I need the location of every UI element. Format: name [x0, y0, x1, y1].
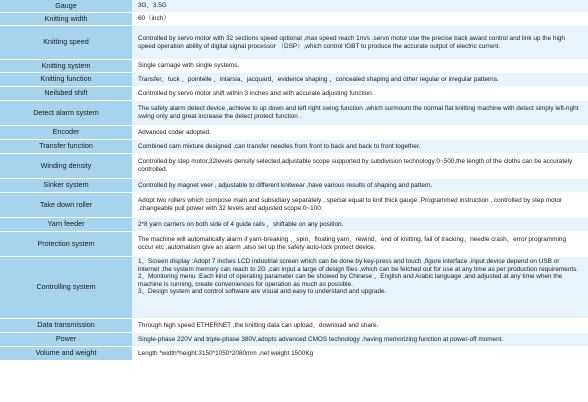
row-value-sinker-system: Controlled by magnet veer , adjustable to different knitwear ,have various results of shaping and pattern.	[132, 179, 588, 192]
row-value-neilsbed-shift: Controlled by servo motor shift within 3 inches and with accurate adjusting function.	[132, 87, 588, 100]
row-value-knitting-system: Single carriage with single systems.	[132, 60, 588, 72]
item-number: 1、	[138, 258, 148, 265]
row-value-transfer-function: Combined cam mixture designed ,can transfer needles from front to back and back to front together.	[132, 140, 588, 153]
item-number: 2、	[138, 273, 148, 281]
item-text: Design system and control software are visual and easy to understand and upgrade.	[147, 288, 387, 296]
row-value-winding-density: Controlled by step motor,32levels density selected,adjustable scope supported by subdivision technology:0~500,the length of the cloths can be accurately controlled.	[132, 154, 588, 178]
row-label-neilsbed-shift: Neilsbed shift	[0, 87, 132, 100]
row-value-power: Single-phase 220V and triple-phase 380V,adopts advanced CMOS technology ,having memorizing function at power-off moment.	[132, 333, 588, 346]
row-label-knitting-width: Knitting width	[0, 13, 132, 25]
row-label-knitting-system: Knitting system	[0, 60, 132, 72]
row-label-sinker-system: Sinker system	[0, 179, 132, 192]
item-text: Screen display :Adopt 7 inches LCD industrial screen which can be done by key-press and touch ,figure interface ,input device depend on USB or internet ,the system memory can reach to 2G ,can input a large of design files ,which can be fetched out for use at any time as per production requirements.	[138, 258, 579, 273]
row-value-volume-and-weight: Length *width*height:3150*1050*2080mm ,net weight 1500Kg	[132, 347, 588, 360]
controlling-item-2	[138, 273, 582, 288]
controlling-item-3	[138, 288, 582, 296]
row-value-protection-system: The machine will automatically alarm if yarn-breaking 、spin、floating yarn、rewind、end of knitting, fail of tracking、needle crash、error programming occur etc ,automatism give an alarm ,also set up the safety auto-lock protect device.	[132, 232, 588, 256]
item-text: Monitoring menu :Each kind of operating parameter can be showed by Chinese 、English and Arabic language ,and adjusted at any time when the machine is running, create conveniences for operation as much as possible.	[138, 273, 563, 288]
row-value-take-down-roller: Adopt two rollers which compose main and subsidiary separately , special equal to knit thick gauge .Programmed instruction , controlled by step motor ,changeable pull power with 32 levels and adjusted scope:0~100.	[132, 193, 588, 217]
item-number: 3、	[138, 288, 148, 296]
row-value-knitting-width: 60（inch）	[132, 13, 588, 25]
row-value-controlling-system	[132, 257, 588, 318]
row-value-detect-alarm-system: The safety alarm detect device ,achieve to up down and left right swing function ,which surmount the normal flat knitting machine with detect simpiy left-right swing only and great increase the detect protect function .	[132, 101, 588, 125]
row-label-winding-density: Winding density	[0, 154, 132, 178]
row-value-yarn-feeder: 2*8 yarn carriers on both side of 4 guide rails ，shiftable on any position.	[132, 218, 588, 231]
row-value-gauge: 3G、3.5G	[132, 0, 588, 12]
row-label-take-down-roller: Take down roller	[0, 193, 132, 217]
row-label-power: Power	[0, 333, 132, 346]
row-label-data-transmission: Data transmission	[0, 319, 132, 332]
row-label-knitting-function: Knitting function	[0, 73, 132, 86]
row-label-protection-system: Protection system	[0, 232, 132, 256]
row-label-yarn-feeder: Yarn feeder	[0, 218, 132, 231]
row-label-volume-and-weight: Volume and weight	[0, 347, 132, 360]
row-label-knitting-speed: Knitting speed	[0, 26, 132, 59]
row-value-data-transmission: Through high speed ETHERNET ,the knitting data can upload、download and share.	[132, 319, 588, 332]
row-label-controlling-system: Controlling system	[0, 257, 132, 318]
controlling-item-1	[138, 258, 582, 273]
row-label-transfer-function: Transfer function	[0, 140, 132, 153]
row-label-gauge: Gauge	[0, 0, 132, 12]
row-label-detect-alarm-system: Detect alarm system	[0, 101, 132, 125]
row-value-encoder: Advanced coder adopted.	[132, 126, 588, 139]
row-value-knitting-speed: Controlled by servo motor with 32 sections speed optional ,max speed reach 1m/s .servo motor use the precise back award control and link up the high speed operation ability of digital signal processor （DSP）,which control IGBT to produce the accurate output of electric current.	[132, 26, 588, 59]
row-value-knitting-function: Transfer、tuck 、pointelle 、intarsia、jacquard、evidence shaping 、concealed shaping and other regular or irregular patterns.	[132, 73, 588, 86]
row-label-encoder: Encoder	[0, 126, 132, 139]
